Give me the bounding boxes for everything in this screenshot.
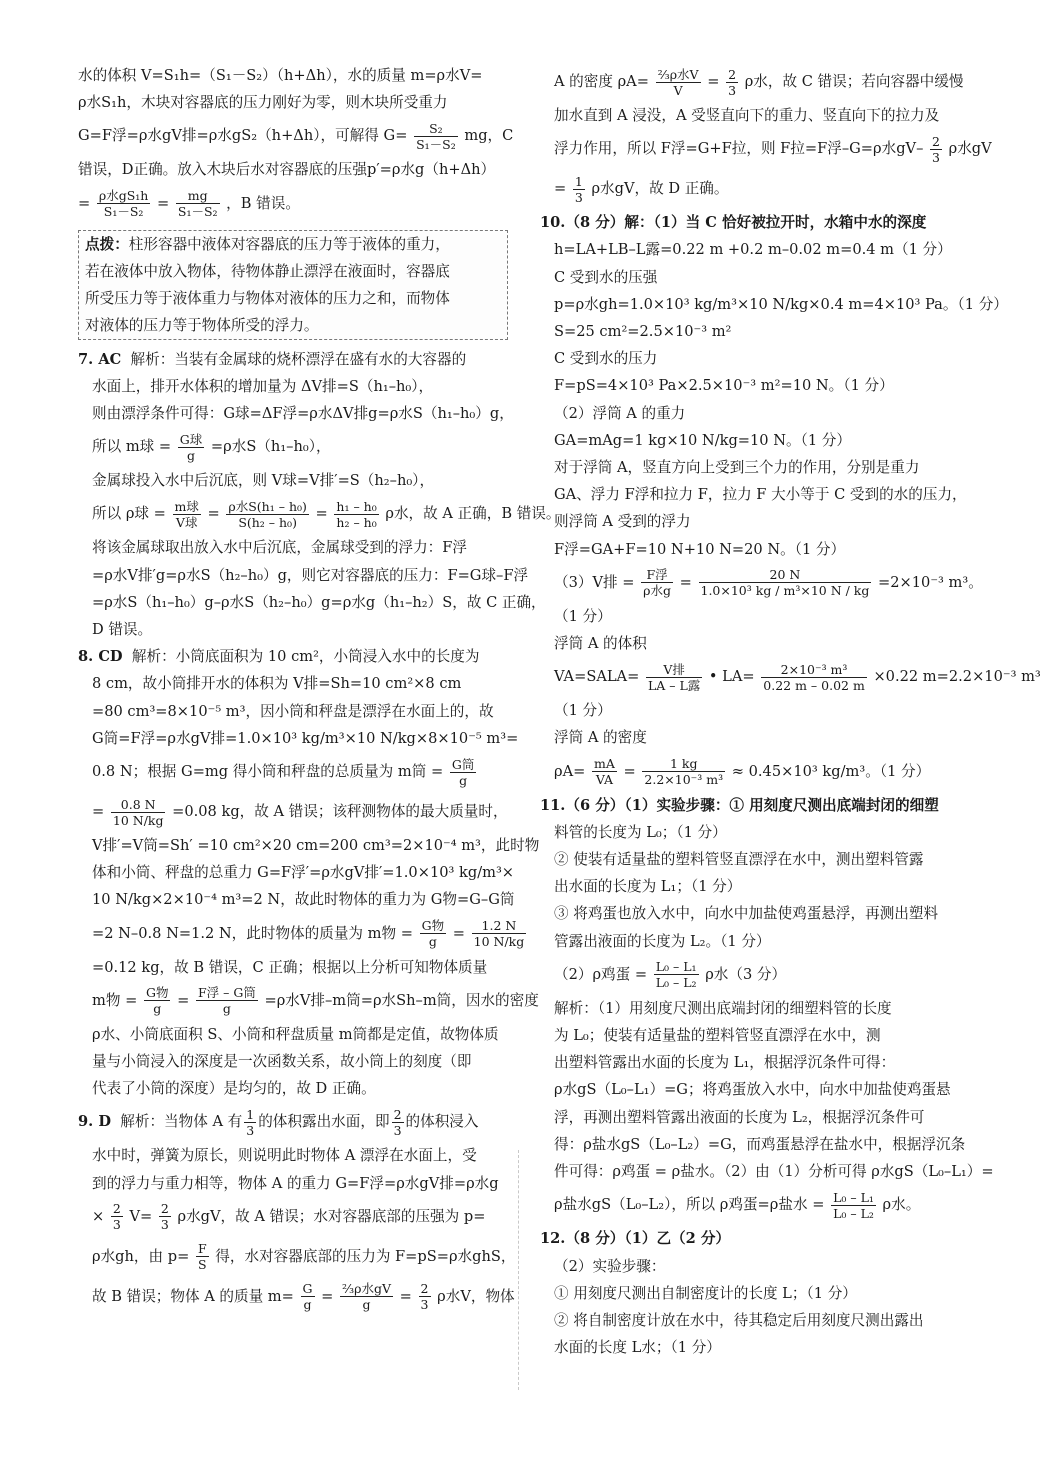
formula-line: （3）V排 = $\frac{\text{F浮}}{\text{ρ水g}}$ = $\frac{20 N}{\text{1.0×10³ kg / m³×10 N / kg}}$ =2×10⁻³ m³。: [554, 567, 983, 599]
text-line: 出水面的长度为 L₁；（1 分）: [554, 878, 742, 896]
text-line: ② 使装有适量盐的塑料管竖直漂浮在水中，测出塑料管露: [554, 851, 924, 869]
text-line: 则由漂浮条件可得：G球=ΔF浮=ρ水ΔV排g=ρ水S（h₁–h₀）g，: [92, 405, 514, 423]
text-line: 浮，再测出塑料管露出液面的长度为 L₂，根据浮沉条件可: [554, 1108, 925, 1126]
text-line: 量与小筒浸入的深度是一次函数关系，故小筒上的刻度（即: [92, 1053, 472, 1071]
text-line: 管露出液面的长度为 L₂。（1 分）: [554, 932, 771, 950]
text-line: 水面上，排开水体积的增加量为 ΔV排=S（h₁–h₀），: [92, 377, 434, 395]
text-line: 水的体积 V=S₁h=（S₁－S₂）（h+Δh），水的质量 m=ρ水V=: [78, 67, 483, 84]
text-line: 到的浮力与重力相等，物体 A 的重力 G=F浮=ρ水gV排=ρ水g: [92, 1174, 499, 1192]
text-line: 浮筒 A 的体积: [554, 635, 647, 653]
text-line: GA、浮力 F浮和拉力 F，拉力 F 大小等于 C 受到的水的压力，: [554, 486, 967, 504]
question-number: 9. D: [78, 1113, 111, 1131]
text-line: 金属球投入水中后沉底，则 V球=V排′=S（h₂–h₀），: [92, 472, 435, 490]
column-divider: [518, 1150, 519, 1390]
text-line: 代表了小筒的深度）是均匀的，故 D 正确。: [92, 1080, 376, 1098]
tip-line: 所受压力等于液体重力与物体对液体的压力之和，而物体: [85, 289, 450, 307]
text-line: 加水直到 A 浸没，A 受竖直向下的重力、竖直向下的拉力及: [554, 107, 940, 124]
text-line: 水中时，弹簧为原长，则说明此时物体 A 漂浮在水面上，受: [92, 1147, 477, 1165]
text-line: 将该金属球取出放入水中后沉底，金属球受到的浮力：F浮: [92, 539, 467, 557]
text-line: 8 cm，故小筒排开水的体积为 V排=Sh=10 cm²×8 cm: [92, 675, 462, 693]
text-line: ② 将自制密度计放在水中，待其稳定后用刻度尺测出露出: [554, 1311, 924, 1329]
text-line: 料管的长度为 L₀；（1 分）: [554, 823, 727, 841]
text-line: 浮筒 A 的密度: [554, 729, 647, 747]
formula-line: = $\frac{0.8 N}{10 N/kg}$ =0.08 kg，故 A 错误；该秤测物体的最大质量时，: [92, 796, 508, 828]
text-line: p=ρ水gh=1.0×10³ kg/m³×10 N/kg×0.4 m=4×10³ Pa。（1 分）: [554, 295, 1008, 313]
text-line: 错误，D正确。放入木块后水对容器底的压强p′=ρ水g（h+Δh）: [78, 161, 496, 179]
text-line: ρ水S₁h，木块对容器底的压力刚好为零，则木块所受重力: [78, 94, 448, 112]
text-line: h=LA+LB–L露=0.22 m +0.2 m–0.02 m=0.4 m（1 分）: [554, 241, 952, 259]
text-line: V排′=V筒=Sh′ =10 cm²×20 cm=200 cm³=2×10⁻⁴ m³，此时物: [92, 837, 540, 855]
text-line: =0.12 kg，故 B 错误，C 正确；根据以上分析可知物体质量: [92, 958, 488, 976]
question-number: 12.（8 分）（1）乙（2 分）: [540, 1230, 731, 1248]
question-number: 8. CD: [78, 648, 123, 666]
text-line: （2）浮筒 A 的重力: [554, 404, 686, 422]
tip-box: 点拨：柱形容器中液体对容器底的压力等于液体的重力， 若在液体中放入物体，待物体静止漂浮在液面时，容器底 所受压力等于液体重力与物体对液体的压力之和，而物体 对液体的压力等于物体所受的浮力。: [78, 230, 508, 340]
tip-line: 对液体的压力等于物体所受的浮力。: [85, 316, 319, 334]
text-line: F浮=GA+F=10 N+10 N=20 N。（1 分）: [554, 540, 846, 558]
formula-line: 0.8 N；根据 G=mg 得小筒和秤盘的总质量为 m筒 = $\frac{\text{G筒}}{g}$: [92, 756, 475, 788]
question-number: 10.（8 分）解：（1）当 C 恰好被拉开时，水箱中水的深度: [540, 214, 927, 232]
text-line: （1 分）: [554, 607, 612, 625]
tip-label: 点拨：: [85, 235, 129, 253]
formula-line: 所以 ρ球 = $\frac{\text{m球}}{\text{V球}}$ = $\frac{\text{ρ水S(h₁ – h₀)}}{\text{S(h₂ – h₀)}}$ = $\frac{\text{h₁ – h₀}}{\text{h₂ – h₀}}$ ρ水，故 A 正确，B 错误。: [92, 498, 561, 530]
question-7: 7. AC 解析：当装有金属球的烧杯漂浮在盛有水的大容器的 水面上，排开水体积的增加量为 ΔV排=S（h₁–h₀）， 则由漂浮条件可得：G球=ΔF浮=ρ水ΔV排g=ρ水S（h₁–h₀）g， 所以 m球 = $\frac{\text{G球}}{g}$ =ρ水S（h₁–h₀）， 金属球投入水中后沉底，则 V球=V排′=S（h₂–h₀）， 所以 ρ球 = $\frac{\text{m球}}{\text{V球}}$ = $\frac{\text{ρ水S(h₁ – h₀)}}{\text{S(h₂ – h₀)}}$ = $\frac{\text{h₁ – h₀}}{\text{h₂ – h₀}}$ ρ水，故 A 正确，B 错误。 将该金属球取出放入水中后沉底，金属球受到的浮力：F浮 =ρ水V排′g=ρ水S（h₂–h₀）g，则它对容器底的压力：F=G球–F浮 =ρ水S（h₁–h₀）g–ρ水S（h₂–h₀）g=ρ水g（h₁–h₂）S，故 C 正确， D 错误。: [78, 346, 508, 644]
text-line: =ρ水S（h₁–h₀）g–ρ水S（h₂–h₀）g=ρ水g（h₁–h₂）S，故 C 正确，: [92, 593, 546, 611]
text-line: =80 cm³=8×10⁻⁵ m³，因小筒和秤盘是漂浮在水面上的，故: [92, 702, 494, 720]
text-line: 10 N/kg×2×10⁻⁴ m³=2 N，故此时物体的重力为 G物=G–G筒: [92, 891, 515, 909]
formula-line: 所以 m球 = $\frac{\text{G球}}{g}$ =ρ水S（h₁–h₀），: [92, 431, 331, 463]
fraction: $\frac{mg}{\text{S₁－S₂}}$: [177, 188, 218, 220]
text-line: 则浮筒 A 受到的浮力: [554, 513, 691, 531]
text-line: 体和小筒、秤盘的总重力 G=F浮′=ρ水gV排′=1.0×10³ kg/m³×: [92, 864, 515, 882]
text-line: G筒=F浮=ρ水gV排=1.0×10³ kg/m³×10 N/kg×8×10⁻⁵ m³=: [92, 729, 519, 747]
formula-line: （2）ρ鸡蛋 = $\frac{\text{L₀ – L₁}}{\text{L₀ – L₂}}$ ρ水（3 分）: [554, 959, 787, 991]
text-line: ① 用刻度尺测出自制密度计的长度 L；（1 分）: [554, 1284, 857, 1302]
text-line: 件可得：ρ鸡蛋 = ρ盐水。（2）由（1）分析可得 ρ水gS（L₀–L₁）=: [554, 1163, 994, 1181]
formula-line: = $\frac{1}{3}$ ρ水gV，故 D 正确。: [554, 173, 729, 205]
formula-line: × $\frac{2}{3}$ V= $\frac{2}{3}$ ρ水gV，故 A 错误；水对容器底部的压强为 p=: [92, 1201, 486, 1233]
question-number: 11.（6 分）（1）实验步骤：① 用刻度尺测出底端封闭的细塑: [540, 796, 939, 814]
formula-line: ρ盐水gS（L₀–L₂），所以 ρ鸡蛋=ρ盐水 = $\frac{\text{L₀ – L₁}}{\text{L₀ – L₂}}$ ρ水。: [554, 1189, 921, 1221]
text-line: F=pS=4×10³ Pa×2.5×10⁻³ m²=10 N。（1 分）: [554, 377, 894, 395]
text-line: GA=mAg=1 kg×10 N/kg=10 N。（1 分）: [554, 431, 851, 449]
text-line: 为 L₀；使装有适量盐的塑料管竖直漂浮在水中，测: [554, 1027, 881, 1045]
formula-line: ρA= $\frac{mA}{VA}$ = $\frac{1 kg}{\text{2.2×10⁻³ m³}}$ ≈ 0.45×10³ kg/m³。（1 分）: [554, 756, 931, 788]
text-line: C 受到水的压强: [554, 268, 658, 286]
text-line: ρ水gS（L₀–L₁）=G；将鸡蛋放入水中，向水中加盐使鸡蛋悬: [554, 1081, 951, 1099]
text-line: ρ水、小筒底面积 S、小筒和秤盘质量 m筒都是定值，故物体质: [92, 1025, 499, 1043]
text-line: 对于浮筒 A，竖直方向上受到三个力的作用，分别是重力: [554, 459, 920, 477]
text-line: （1 分）: [554, 702, 612, 720]
text-line: C 受到水的压力: [554, 350, 658, 368]
text-line: 得：ρ盐水gS（L₀–L₂）=G，而鸡蛋悬浮在盐水中，根据浮沉条: [554, 1135, 966, 1153]
formula-line: A 的密度 ρA= $\frac{\text{⅔ρ水V}}{V}$ = $\frac{2}{3}$ ρ水，故 C 错误；若向容器中缓慢: [554, 66, 964, 98]
formula-line: ρ水gh，由 p= $\frac{F}{S}$ 得，水对容器底部的压力为 F=pS=ρ水ghS，: [92, 1241, 516, 1273]
formula-line: =2 N–0.8 N=1.2 N，此时物体的质量为 m物 = $\frac{\text{G物}}{g}$ = $\frac{1.2 N}{10 N/kg}$: [92, 918, 525, 950]
question-10: [540, 209, 1041, 791]
formula-line: = $\frac{\text{ρ水gS₁h}}{\text{S₁－S₂}}$ = $\frac{mg}{\text{S₁－S₂}}$ ，B 错误。: [78, 188, 300, 220]
left-column: [78, 62, 561, 1317]
text-line: D 错误。: [92, 621, 153, 639]
fraction: $\frac{\text{ρ水gS₁h}}{\text{S₁－S₂}}$: [98, 188, 149, 220]
formula-line: VA=SALA= $\frac{\text{V排}}{\text{LA – L露}}$ • LA= $\frac{\text{2×10⁻³ m³}}{0.22 m - 0.02 m}$ ×0.22 m=2.2×10⁻³ m³: [554, 661, 1041, 693]
text-line: S=25 cm²=2.5×10⁻³ m²: [554, 323, 732, 341]
right-column: [540, 62, 1041, 1361]
text-line: （2）实验步骤：: [554, 1257, 666, 1275]
fraction: $\frac{\text{S₂}}{\text{S₁－S₂}}$: [416, 120, 456, 152]
text-line: 解析：（1）用刻度尺测出底端封闭的细塑料管的长度: [554, 999, 892, 1017]
formula-line: 浮力作用，所以 F浮=G+F拉，则 F拉=F浮–G=ρ水gV– $\frac{2}{3}$ ρ水gV: [554, 133, 992, 165]
question-9: 9. D 解析：当物体 A 有 $\frac{1}{3}$ 的体积露出水面，即 $\frac{2}{3}$ 的体积浸入 水中时，弹簧为原长，则说明此时物体 A 漂浮在水面上，受 到的浮力与重力相等，物体 A 的重力 G=F浮=ρ水gV排=ρ水g × $\frac{2}{3}$ V= $\frac{2}{3}$ ρ水gV，故 A 错误；水对容器底部的压强为 p= ρ水gh，由 p= $\frac{F}{S}$ 得，水对容器底部的压力为 F=pS=ρ水ghS， 故 B 错误；物体 A 的质量 m= $\frac{G}{g}$ = $\frac{\text{⅔ρ水gV}}{g}$ = $\frac{2}{3}$ ρ水V，物体: [78, 1102, 508, 1316]
question-11: [540, 792, 994, 1226]
question-8: 8. CD 解析：小筒底面积为 10 cm²，小筒浸入水中的长度为 8 cm，故小筒排开水的体积为 V排=Sh=10 cm²×8 cm =80 cm³=8×10⁻⁵ m³，因小筒和秤盘是漂浮在水面上的，故 G筒=F浮=ρ水gV排=1.0×10³ kg/m³×10 N/kg×8×10⁻⁵ m³= 0.8 N；根据 G=mg 得小筒和秤盘的总质量为 m筒 = $\frac{\text{G筒}}{g}$ = $\frac{0.8 N}{10 N/kg}$ =0.08 kg，故 A 错误；该秤测物体的最大质量时， V排′=V筒=Sh′ =10 cm²×20 cm=200 cm³=2×10⁻⁴ m³，此时物 体和小筒、秤盘的总重力 G=F浮′=ρ水gV排′=1.0×10³ kg/m³× 10 N/kg×2×10⁻⁴ m³=2 N，故此时物体的重力为 G物=G–G筒 =2 N–0.8 N=1.2 N，此时物体的质量为 m物 = $\frac{\text{G物}}{g}$ = $\frac{1.2 N}{10 N/kg}$ =0.12 kg，故 B 错误，C 正确；根据以上分析可知物体质量 m物 = $\frac{\text{G物}}{g}$ = $\frac{\text{F浮 – G筒}}{g}$ =ρ水V排–m筒=ρ水Sh–m筒，因水的密度 ρ水、小筒底面积 S、小筒和秤盘质量 m筒都是定值，故物体质 量与小筒浸入的深度是一次函数关系，故小筒上的刻度（即 代表了小筒的深度）是均匀的，故 D 正确。: [78, 643, 508, 1102]
text-line: 出塑料管露出水面的长度为 L₁，根据浮沉条件可得：: [554, 1054, 896, 1072]
formula-line: m物 = $\frac{\text{G物}}{g}$ = $\frac{\text{F浮 – G筒}}{g}$ =ρ水V排–m筒=ρ水Sh–m筒，因水的密度: [92, 985, 539, 1017]
text-line: =ρ水V排′g=ρ水S（h₂–h₀）g，则它对容器底的压力：F=G球–F浮: [92, 566, 529, 584]
tip-line: 若在液体中放入物体，待物体静止漂浮在液面时，容器底: [85, 262, 450, 280]
question-12: [540, 1225, 980, 1361]
question-number: 7. AC: [78, 350, 122, 368]
text-line: ③ 将鸡蛋也放入水中，向水中加盐使鸡蛋悬浮，再测出塑料: [554, 905, 939, 923]
formula-line: 故 B 错误；物体 A 的质量 m= $\frac{G}{g}$ = $\frac{\text{⅔ρ水gV}}{g}$ = $\frac{2}{3}$ ρ水V，物体: [92, 1281, 515, 1313]
formula-line: G=F浮=ρ水gV排=ρ水gS₂（h+Δh），可解得 G= $\frac{\text{S₂}}{\text{S₁－S₂}}$ mg，C: [78, 120, 514, 152]
text-line: 水面的长度 L水；（1 分）: [554, 1339, 721, 1357]
